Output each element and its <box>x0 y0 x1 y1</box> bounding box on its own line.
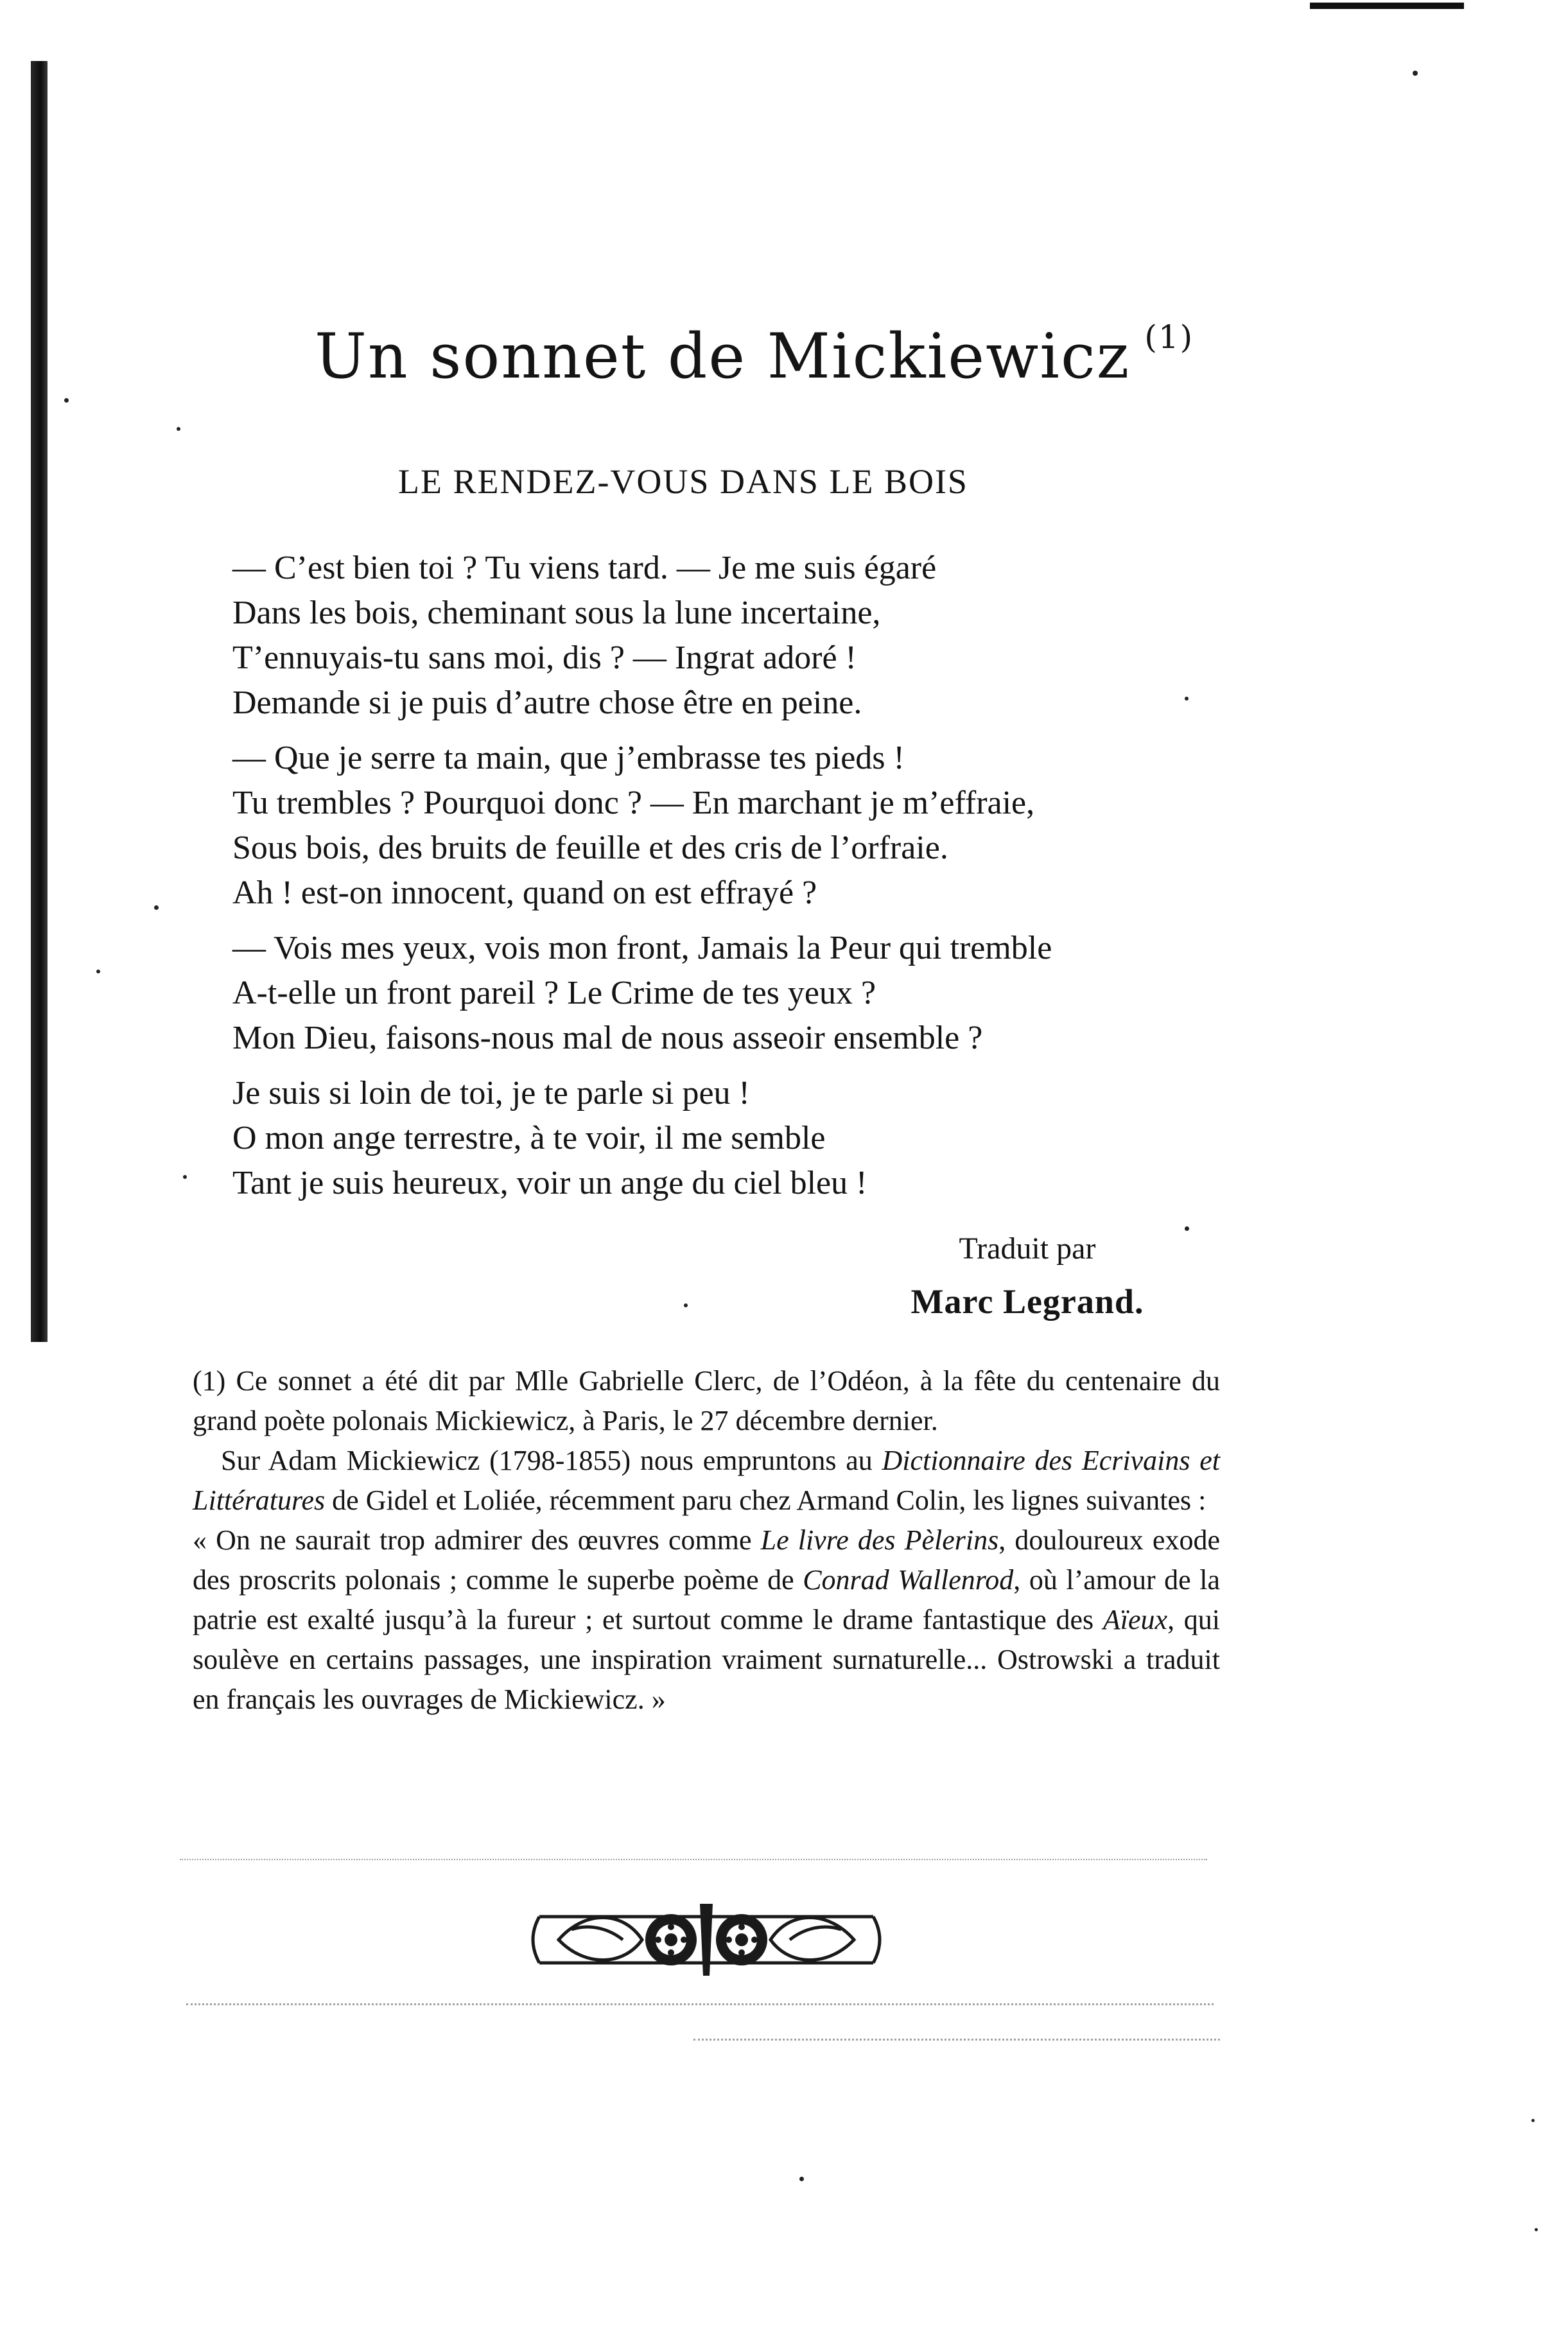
title-text: Un sonnet de Mickiewicz <box>315 320 1131 392</box>
stanza-2 <box>232 736 1234 916</box>
ink-speck <box>1185 697 1189 701</box>
ink-speck <box>684 1303 688 1307</box>
quote-text: « On ne saurait trop admirer des œuvres comme <box>193 1524 761 1556</box>
ink-speck <box>1185 1226 1189 1231</box>
footnote-source-text: de Gidel et Loliée, récemment paru chez Armand Colin, les lignes suivantes : <box>325 1485 1206 1516</box>
work-title: Conrad Wallenrod <box>803 1564 1014 1596</box>
poem-line: O mon ange terrestre, à te voir, il me semble <box>232 1120 826 1156</box>
dictionary-title: Dictionnaire des Ecrivains et Littératures <box>193 1445 1220 1516</box>
poem-subtitle: LE RENDEZ-VOUS DANS LE BOIS <box>398 462 968 501</box>
floral-ornament-icon <box>514 1891 899 1987</box>
footnote-reference: (1) <box>1144 318 1194 356</box>
quote-text: , où l’amour de la patrie est exalté jusqu’à la fureur ; et surtout comme le drame fantastique des <box>193 1564 1220 1635</box>
ink-speck <box>177 427 180 431</box>
poem-line: Ah ! est-on innocent, quand on est effrayé ? <box>232 875 817 911</box>
footnote-note: (1) Ce sonnet a été dit par Mlle Gabrielle Clerc, de l’Odéon, à la fête du centenaire du grand poète polonais Mickiewicz, à Paris, le 27 décembre dernier. <box>193 1365 1220 1436</box>
quote-text: , qui soulève en certains passages, une inspiration vraiment surnaturelle... Ostrowski a traduit en français les ouvrages de Mickiewicz. » <box>193 1604 1220 1715</box>
bleed-through-noise <box>180 1859 1207 1879</box>
poem-line: Je suis si loin de toi, je te parle si peu ! <box>232 1075 750 1111</box>
quote-text: , douloureux exode des proscrits polonais ; comme le superbe poème de <box>193 1524 1220 1596</box>
poem-line: A-t-elle un front pareil ? Le Crime de tes yeux ? <box>232 975 876 1011</box>
binding-shadow <box>31 61 48 1342</box>
translation-credit <box>835 1223 1220 1328</box>
poem-line: Mon Dieu, faisons-nous mal de nous asseoir ensemble ? <box>232 1020 983 1056</box>
poem-line: T’ennuyais-tu sans moi, dis ? — Ingrat adoré ! <box>232 640 857 676</box>
stanza-3 <box>232 926 1234 1061</box>
work-title: Le livre des Pèlerins <box>760 1524 999 1556</box>
poem-line: Sous bois, des bruits de feuille et des cris de l’orfraie. <box>232 830 948 866</box>
translated-by-label: Traduit par <box>959 1232 1096 1266</box>
translator-name: Marc Legrand. <box>910 1282 1144 1321</box>
poem-line: — Que je serre ta main, que j’embrasse tes pieds ! <box>232 740 905 776</box>
footnote-source-text: Sur Adam Mickiewicz (1798-1855) nous empruntons au <box>221 1445 882 1476</box>
poem-line: Tu trembles ? Pourquoi donc ? — En marchant je m’effraie, <box>232 785 1035 821</box>
top-rule <box>1310 3 1464 9</box>
poem-line: — C’est bien toi ? Tu viens tard. — Je me suis égaré <box>232 550 937 586</box>
poem-line: Tant je suis heureux, voir un ange du ciel bleu ! <box>232 1165 867 1201</box>
stanza-4 <box>232 1071 1234 1206</box>
ink-speck <box>1531 2119 1535 2122</box>
page-title <box>315 292 1214 392</box>
poem-line: Demande si je puis d’autre chose être en peine. <box>232 684 862 721</box>
footnote-quote <box>193 1520 1220 1720</box>
ink-speck <box>1413 71 1418 76</box>
ink-speck <box>183 1175 187 1179</box>
stanza-1 <box>232 546 1234 726</box>
ink-speck <box>799 2177 804 2181</box>
ink-speck <box>64 398 69 403</box>
footnote <box>193 1361 1220 1720</box>
bleed-through-noise <box>186 2003 1214 2025</box>
poem <box>232 546 1234 1216</box>
ink-speck <box>1535 2228 1538 2231</box>
poem-line: — Vois mes yeux, vois mon front, Jamais la Peur qui tremble <box>232 930 1052 966</box>
poem-line: Dans les bois, cheminant sous la lune incertaine, <box>232 595 881 631</box>
ink-speck <box>96 970 100 973</box>
work-title: Aïeux <box>1102 1604 1168 1635</box>
footnote-source <box>193 1441 1220 1520</box>
bleed-through-noise <box>693 2039 1220 2060</box>
ink-speck <box>154 905 159 910</box>
